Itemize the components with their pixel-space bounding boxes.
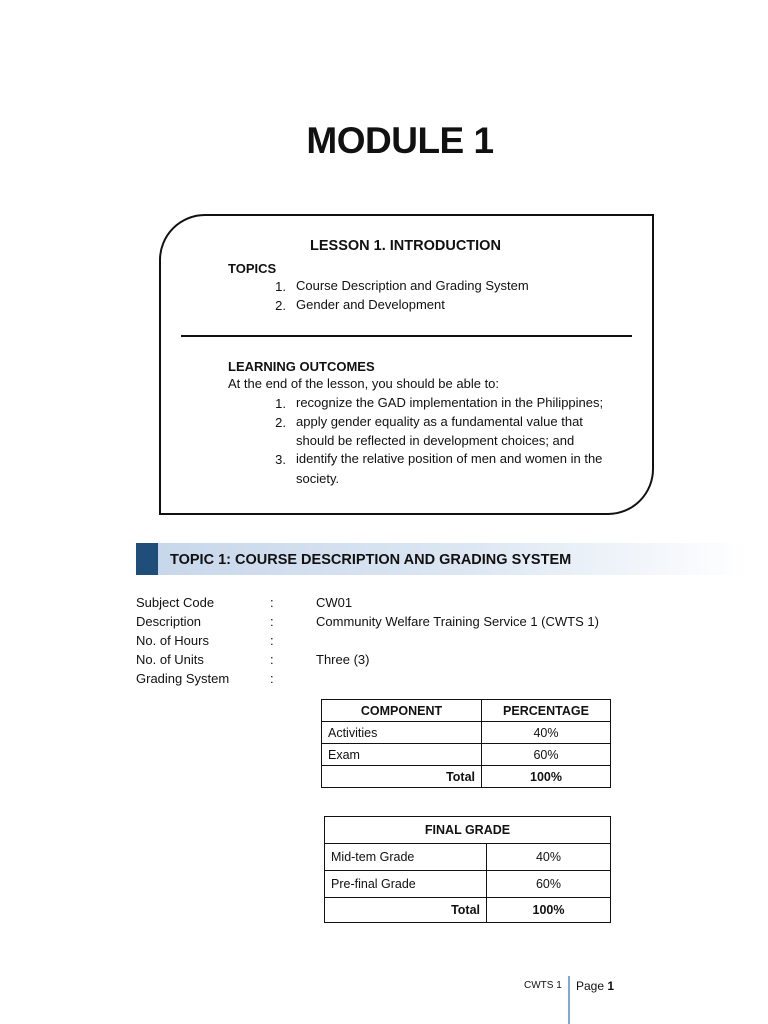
info-label-hours: No. of Hours	[136, 633, 209, 648]
table-cell: Exam	[322, 744, 482, 766]
info-colon: :	[270, 595, 274, 610]
total-value: 100%	[482, 766, 611, 788]
outcome-number: 3.	[275, 452, 286, 467]
outcome-number: 1.	[275, 396, 286, 411]
final-grade-table	[324, 816, 611, 923]
module-title: MODULE 1	[306, 120, 494, 161]
table-cell: 40%	[487, 844, 611, 871]
total-label: Total	[322, 766, 482, 788]
outcome-item: identify the relative position of men and women in the	[296, 451, 603, 466]
section-divider	[181, 335, 632, 337]
total-label: Total	[325, 898, 487, 923]
info-value-description: Community Welfare Training Service 1 (CWTS 1)	[316, 614, 599, 629]
outcome-item: apply gender equality as a fundamental value that	[296, 414, 583, 429]
component-table	[321, 699, 611, 788]
table-header: FINAL GRADE	[325, 817, 611, 844]
info-colon: :	[270, 633, 274, 648]
page-number	[576, 979, 614, 993]
info-label-units: No. of Units	[136, 652, 204, 667]
column-header: COMPONENT	[322, 700, 482, 722]
topic-item: Gender and Development	[296, 297, 445, 312]
page-label: Page	[576, 979, 605, 993]
total-value: 100%	[487, 898, 611, 923]
info-colon: :	[270, 614, 274, 629]
table-cell: Mid-tem Grade	[325, 844, 487, 871]
outcome-item: recognize the GAD implementation in the Philippines;	[296, 395, 604, 410]
table-cell: 60%	[487, 871, 611, 898]
table-cell: Pre-final Grade	[325, 871, 487, 898]
outcomes-intro: At the end of the lesson, you should be able to:	[228, 376, 500, 391]
table-header-row	[322, 700, 611, 722]
table-row	[322, 744, 611, 766]
table-row	[325, 844, 611, 871]
table-total-row	[325, 898, 611, 923]
topic-number: 1.	[275, 279, 286, 294]
topic-title: TOPIC 1: COURSE DESCRIPTION AND GRADING SYSTEM	[170, 552, 572, 568]
table-row	[322, 722, 611, 744]
topics-heading: TOPICS	[228, 261, 277, 276]
info-label-subject-code: Subject Code	[136, 595, 215, 610]
topic-heading-marker	[136, 543, 158, 575]
info-colon: :	[270, 652, 274, 667]
info-value-subject-code: CW01	[316, 595, 353, 610]
table-total-row	[322, 766, 611, 788]
learning-outcomes-heading: LEARNING OUTCOMES	[228, 359, 375, 374]
info-value-units: Three (3)	[316, 652, 370, 667]
outcome-number: 2.	[275, 415, 286, 430]
outcome-item-continued: should be reflected in development choices; and	[296, 433, 575, 448]
footer-divider	[568, 976, 570, 1024]
topic-number: 2.	[275, 298, 286, 313]
table-cell: Activities	[322, 722, 482, 744]
table-cell: 40%	[482, 722, 611, 744]
table-header-row	[325, 817, 611, 844]
footer-course: CWTS 1	[524, 980, 562, 991]
info-label-grading-system: Grading System	[136, 671, 230, 686]
lesson-title: LESSON 1. INTRODUCTION	[310, 238, 501, 254]
page-value: 1	[607, 979, 615, 993]
outcome-item-continued: society.	[296, 471, 340, 486]
info-label-description: Description	[136, 614, 202, 629]
table-row	[325, 871, 611, 898]
table-cell: 60%	[482, 744, 611, 766]
column-header: PERCENTAGE	[482, 700, 611, 722]
info-colon: :	[270, 671, 274, 686]
topic-item: Course Description and Grading System	[296, 278, 529, 293]
